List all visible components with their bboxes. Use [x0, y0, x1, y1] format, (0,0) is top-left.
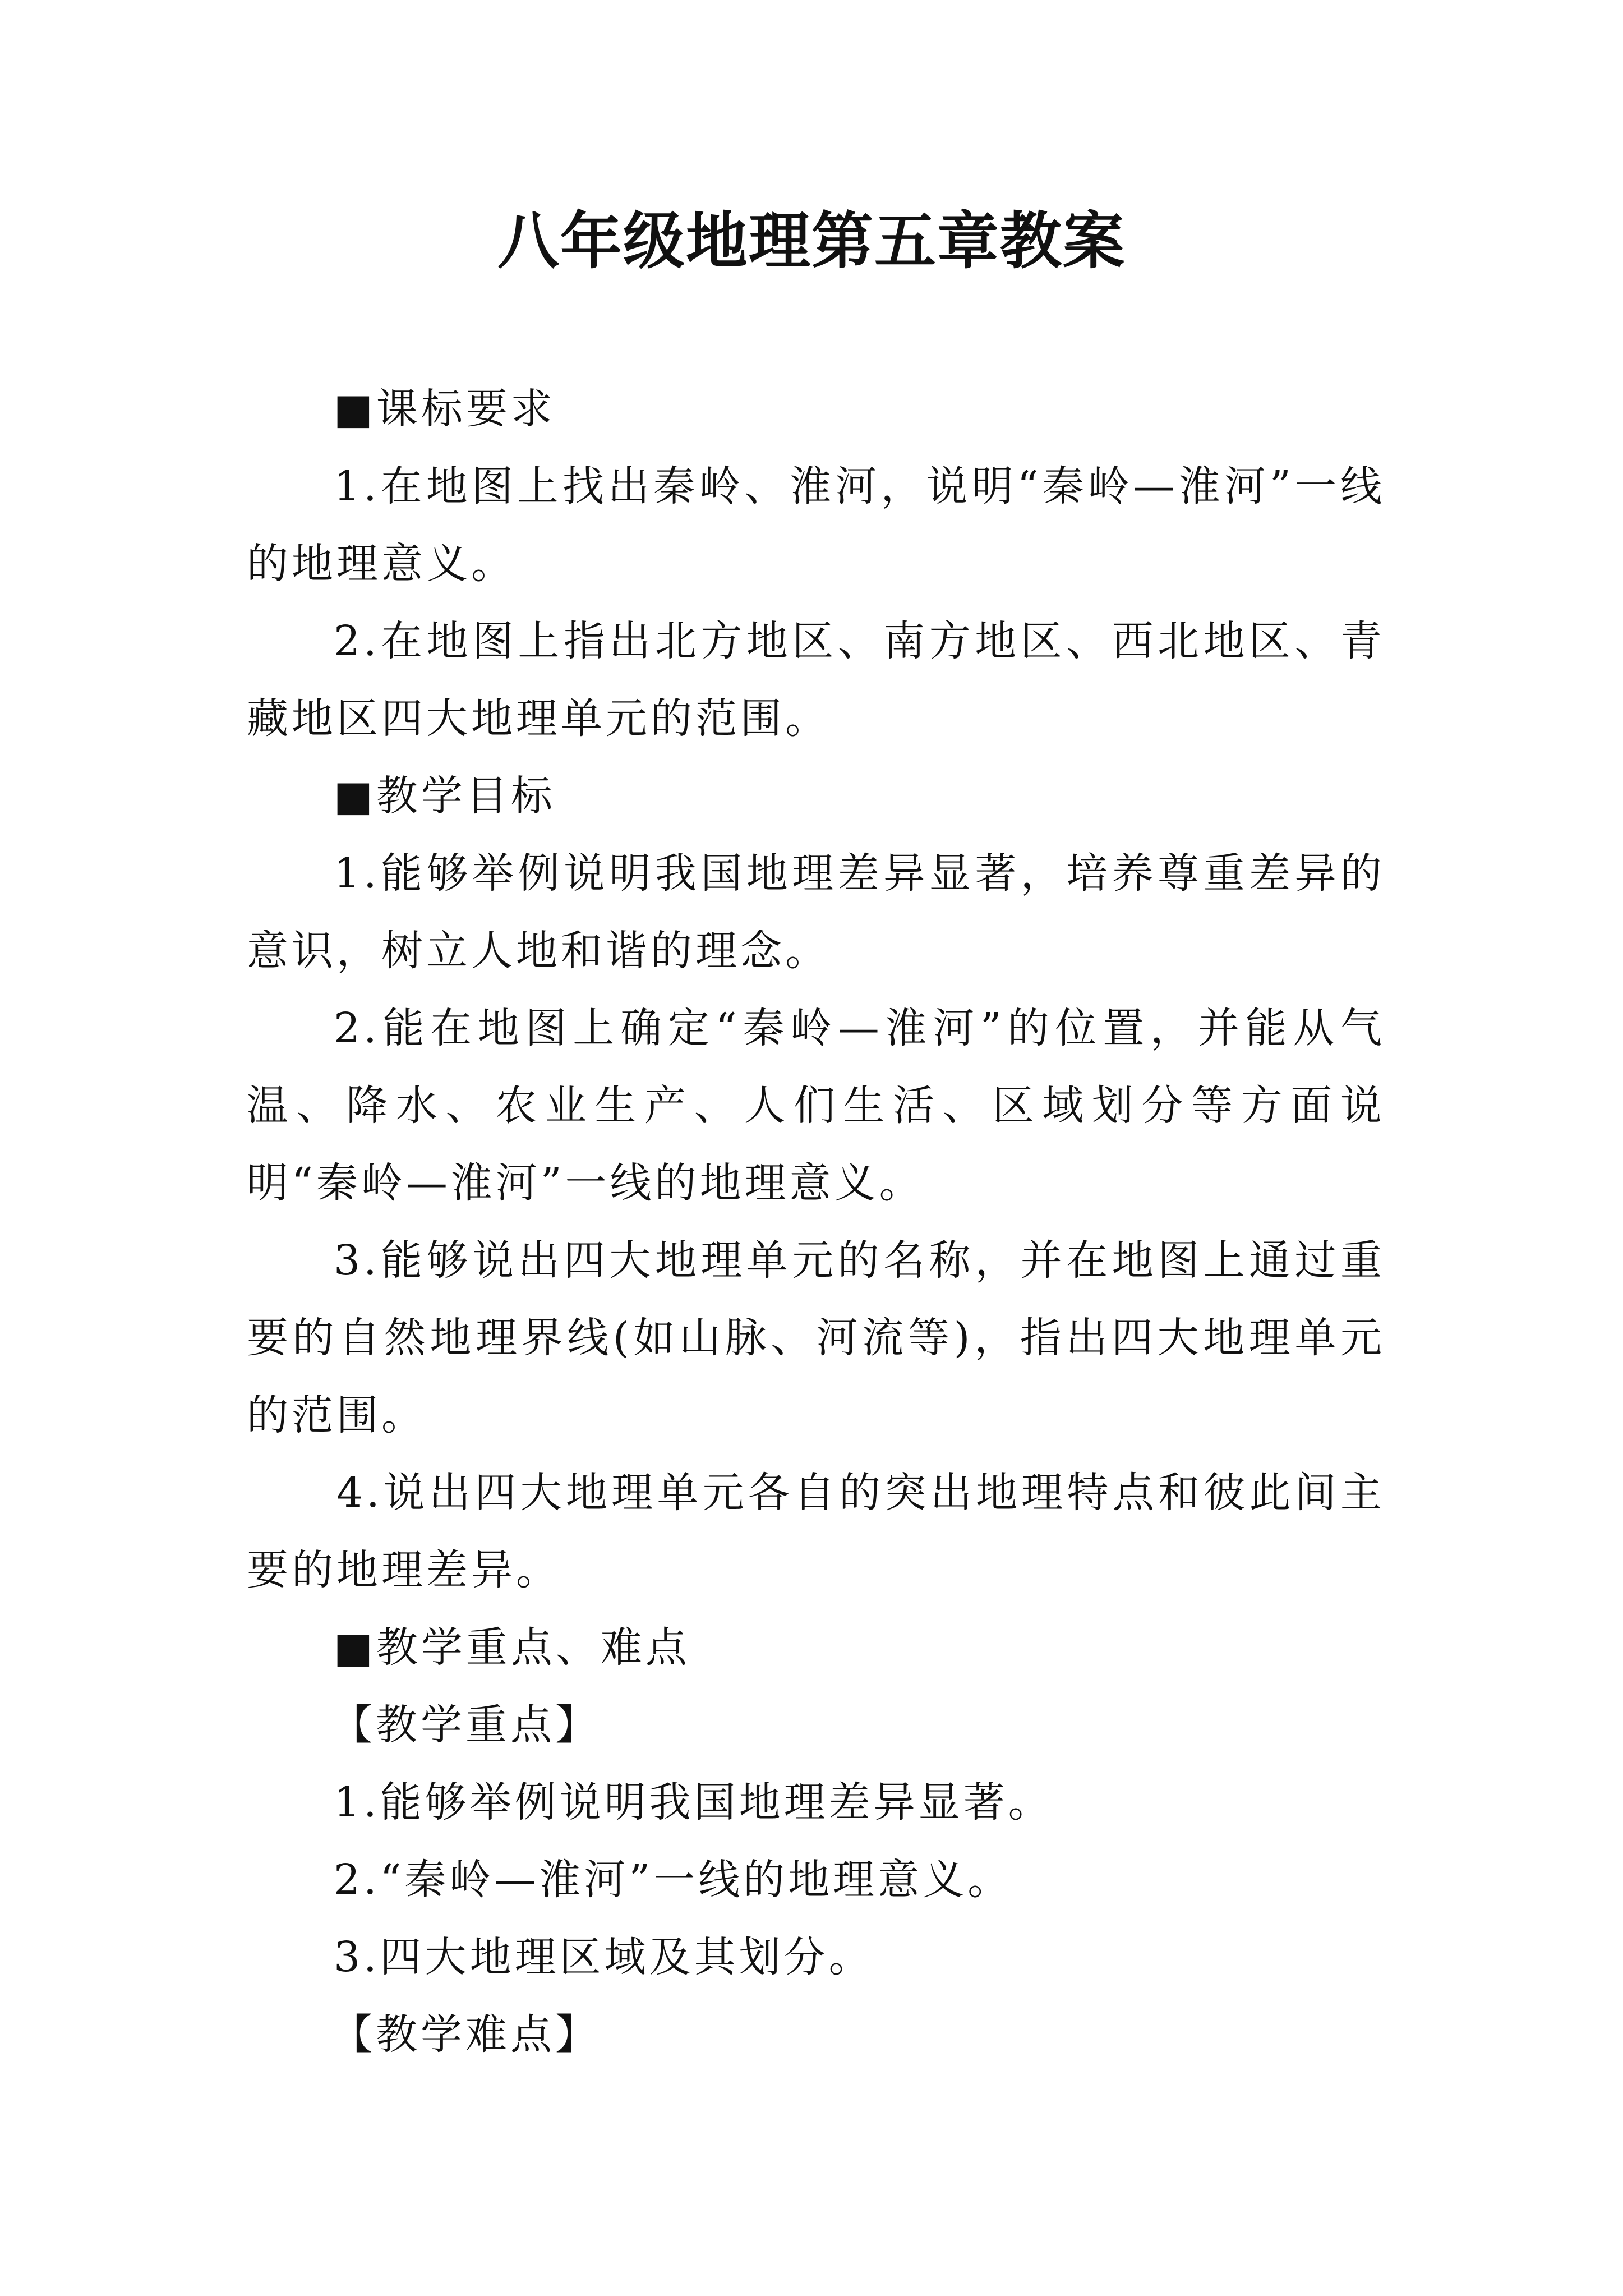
subheading-difficulties: 【教学难点】 — [331, 2010, 600, 2059]
standards-item-2: 2.在地图上指出北方地区、南方地区、西北地区、青藏地区四大地理单元的范围。 — [247, 617, 1385, 743]
section-heading-key-points: ■教学重点、难点 — [334, 1623, 690, 1672]
key-points-item-1: 1.能够举例说明我国地理差异显著。 — [334, 1778, 1053, 1826]
key-points-item-2: 2.“秦岭—淮河”一线的地理意义。 — [334, 1856, 1013, 1904]
key-points-item-3: 3.四大地理区域及其划分。 — [334, 1933, 874, 1981]
section-heading-objectives: ■教学目标 — [334, 772, 556, 820]
objectives-item-4: 4.说出四大地理单元各自的突出地理特点和彼此间主要的地理差异。 — [247, 1469, 1385, 1594]
objectives-item-3: 3.能够说出四大地理单元的名称，并在地图上通过重要的自然地理界线(如山脉、河流等)，指出四大地理单元的范围。 — [247, 1236, 1385, 1439]
standards-item-1: 1.在地图上找出秦岭、淮河，说明“秦岭—淮河”一线的地理意义。 — [247, 462, 1385, 588]
document-body — [247, 370, 1385, 2073]
objectives-item-1: 1.能够举例说明我国地理差异显著，培养尊重差异的意识，树立人地和谐的理念。 — [247, 849, 1385, 975]
document-title: 八年级地理第五章教案 — [497, 205, 1126, 277]
subheading-key-points: 【教学重点】 — [331, 1701, 600, 1749]
objectives-item-2: 2.能在地图上确定“秦岭—淮河”的位置，并能从气温、降水、农业生产、人们生活、区域划分等方面说明“秦岭—淮河”一线的地理意义。 — [247, 1004, 1385, 1207]
section-heading-standards: ■课标要求 — [334, 385, 556, 433]
